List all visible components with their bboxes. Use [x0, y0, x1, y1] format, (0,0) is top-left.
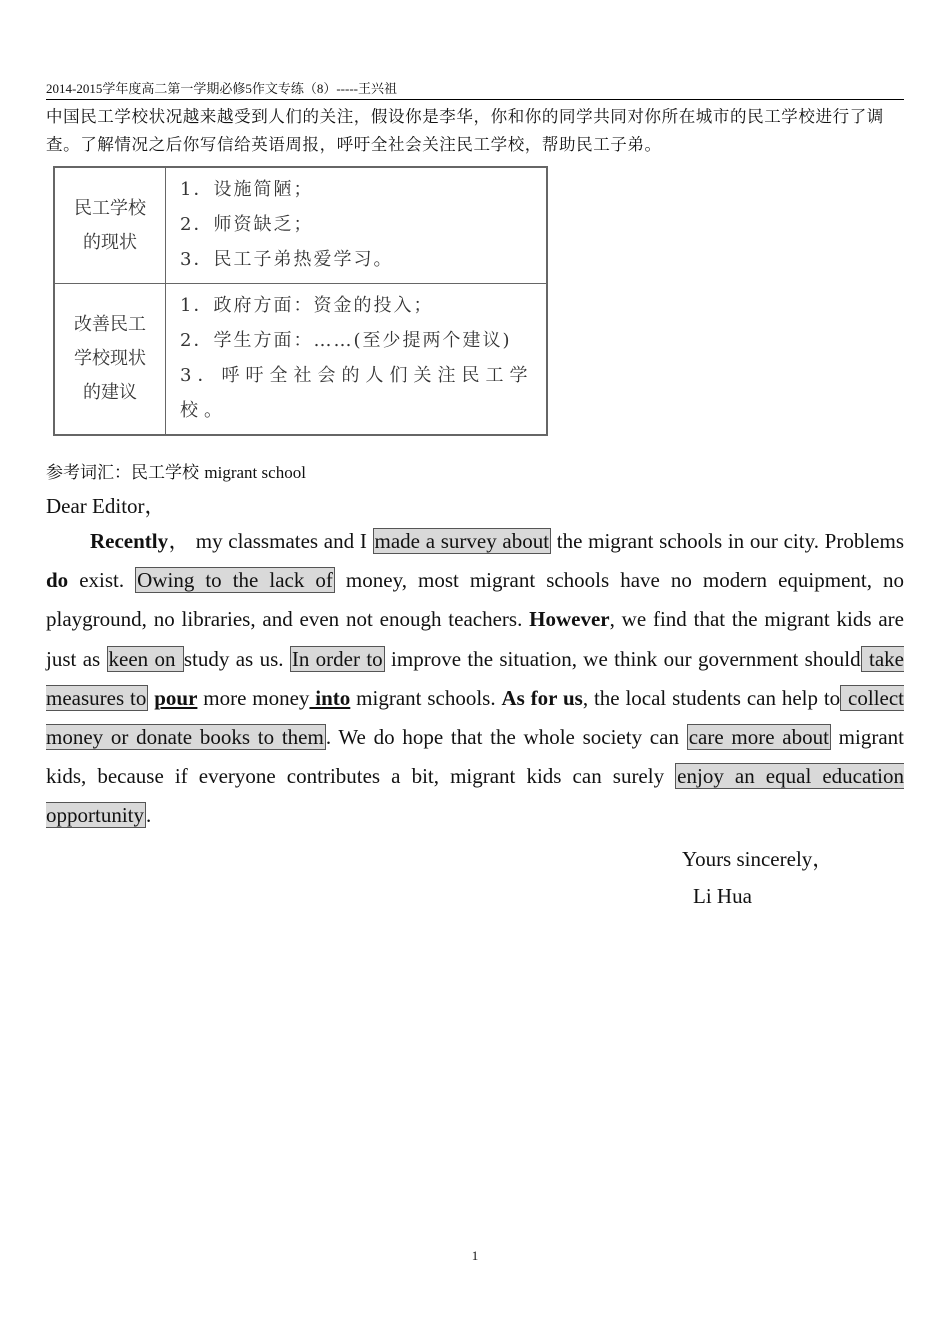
reference-vocabulary: 参考词汇：民工学校 migrant school	[46, 463, 306, 483]
outline-table	[53, 166, 548, 436]
closing-line: Yours sincerely，	[682, 847, 834, 871]
highlighted-phrase: care more about	[688, 725, 829, 750]
table-row	[54, 167, 547, 284]
highlighted-phrase: enjoy an equal education opportunity	[46, 764, 904, 828]
page-header: 2014-2015学年度高二第一学期必修5作文专练（8）-----王兴祖	[46, 78, 904, 100]
letter-closing	[682, 841, 833, 915]
highlighted-phrase: take measures to	[46, 646, 904, 710]
highlighted-phrase: collect money or donate books to them	[46, 685, 905, 750]
suggestion-points	[166, 284, 548, 436]
list-item: 2．师资缺乏；	[180, 214, 314, 235]
essay-body	[46, 522, 904, 836]
highlighted-phrase: In order to	[291, 646, 383, 671]
row-heading-suggestions: 改善民工 学校现状 的建议	[54, 284, 166, 436]
list-item: 2．学生方面：……(至少提两个建议)	[180, 330, 512, 351]
writing-prompt: 中国民工学校状况越来越受到人们的关注，假设你是李华，你和你的同学共同对你所在城市的民工学校进行了调查。了解情况之后你写信给英语周报，呼吁全社会关注民工学校，帮助民工子弟。	[46, 107, 884, 154]
highlighted-phrase: Owing to the lack of	[137, 568, 333, 593]
list-item: 3．呼吁全社会的人们关注民工学校。	[180, 365, 534, 421]
essay-paragraph: Recently， my classmates and I made a survey about the migrant schools in our city. Problems do exist. Owing to the lack of money, most migrant schools have no modern equipment, no playground, no libraries, and even not enough teachers. However, we find that the migrant kids are just as keen on study as us. In order to improve the situation, we think our government should take measures to pour more money into migrant schools. As for us, the local students can help to collect money or donate books to them. We do hope that the whole society can care more about migrant kids, because if everyone contributes a bit, migrant kids can surely enjoy an equal education opportunity.	[46, 529, 905, 828]
highlighted-phrase: made a survey about	[374, 529, 550, 553]
row-heading-status: 民工学校 的现状	[54, 167, 166, 284]
list-item: 1．政府方面：资金的投入；	[180, 295, 434, 316]
page-number: 1	[471, 1248, 479, 1263]
signature: Li Hua	[693, 884, 752, 908]
highlighted-phrase: keen on	[108, 646, 182, 671]
greeting: Dear Editor，	[46, 494, 166, 518]
status-points	[166, 167, 548, 284]
list-item: 1．设施简陋；	[180, 179, 314, 200]
table-row	[54, 284, 547, 436]
list-item: 3．民工子弟热爱学习。	[180, 249, 394, 270]
